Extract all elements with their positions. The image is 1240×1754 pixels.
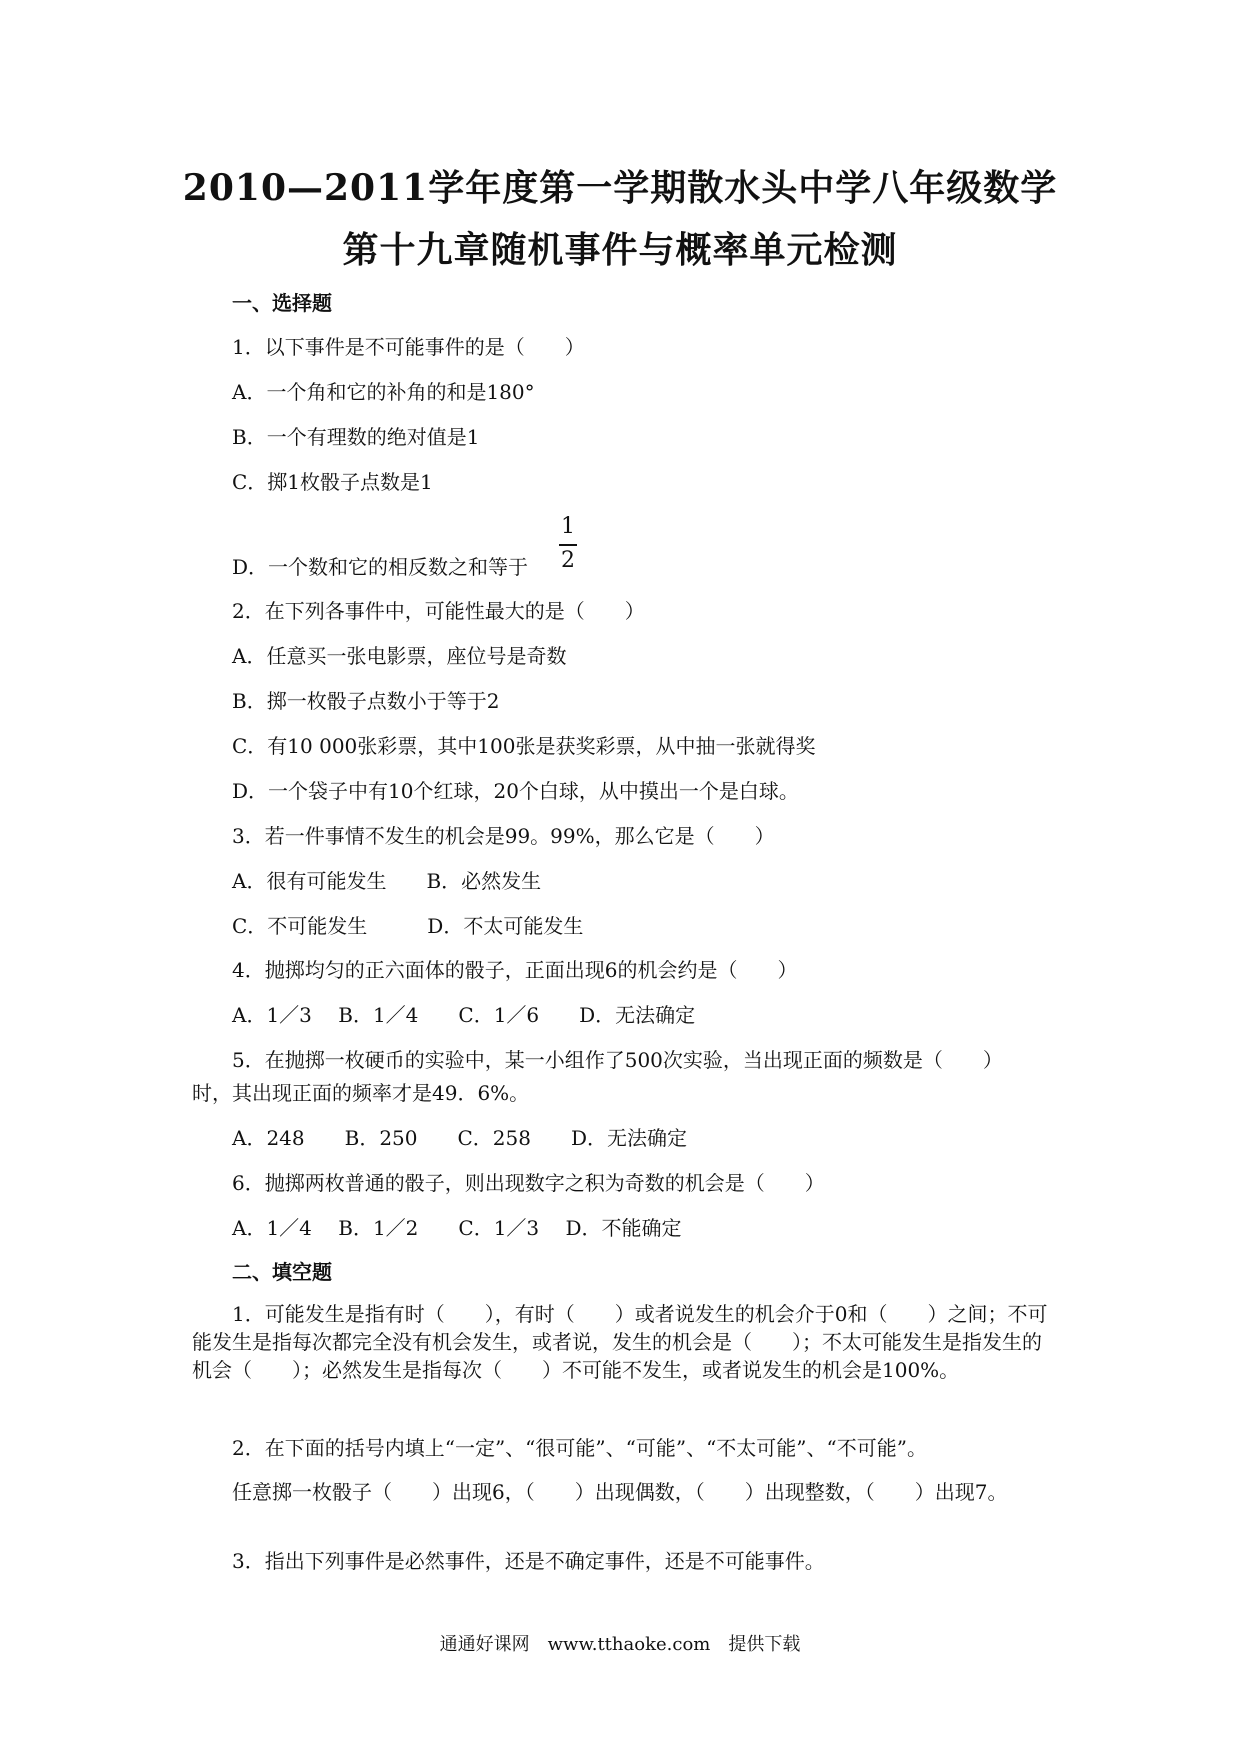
question-5-stem-line1: 5．在抛掷一枚硬币的实验中，某一小组作了500次实验，当出现正面的频数是（ ） (232, 1048, 1003, 1072)
question-2-option-a: A．任意买一张电影票，座位号是奇数 (232, 644, 567, 668)
question-4-options: A．1／3 B．1／4 C．1／6 D．无法确定 (232, 1003, 696, 1027)
section-heading-choice: 一、选择题 (232, 291, 332, 315)
question-3-stem: 3．若一件事情不发生的机会是99。99%，那么它是（ ） (232, 824, 775, 848)
section-heading-fill: 二、填空题 (232, 1260, 332, 1284)
document-title-line2: 第十九章随机事件与概率单元检测 (342, 229, 898, 271)
question-1-stem: 1．以下事件是不可能事件的是（ ） (232, 335, 585, 359)
page-footer: 通通好课网 www.tthaoke.com 提供下载 (439, 1634, 801, 1655)
document-title-line1: 2010—2011学年度第一学期散水头中学八年级数学 (182, 167, 1058, 209)
question-5-options: A．248 B．250 C．258 D．无法确定 (232, 1126, 687, 1150)
question-2-option-b: B．掷一枚骰子点数小于等于2 (232, 689, 500, 713)
question-1-option-b: B．一个有理数的绝对值是1 (232, 425, 480, 449)
question-2-option-d: D．一个袋子中有10个红球，20个白球，从中摸出一个是白球。 (232, 779, 799, 803)
question-3-options-row1: A．很有可能发生 B．必然发生 (232, 869, 542, 893)
question-5-stem-line2: 时，其出现正面的频率才是49．6%。 (192, 1081, 530, 1105)
question-2-option-c: C．有10 000张彩票，其中100张是获奖彩票，从中抽一张就得奖 (232, 734, 816, 758)
question-1-option-d: D．一个数和它的相反数之和等于 (232, 555, 529, 579)
question-6-options: A．1／4 B．1／2 C．1／3 D．不能确定 (232, 1216, 682, 1240)
question-1-option-a: A．一个角和它的补角的和是180° (232, 380, 535, 404)
question-4-stem: 4．抛掷均匀的正六面体的骰子，正面出现6的机会约是（ ） (232, 958, 798, 982)
question-2-stem: 2．在下列各事件中，可能性最大的是（ ） (232, 599, 645, 623)
question-3-options-row2: C．不可能发生 D．不太可能发生 (232, 914, 584, 938)
fraction-denominator: 2 (561, 548, 575, 573)
fill-question-1: 1．可能发生是指有时（ ），有时（ ）或者说发生的机会介于0和（ ）之间；不可能发生是指每次都完全没有机会发生，或者说，发生的机会是（ ）；不太可能发生是指发生的机会（ ）；必然发生是指每次（ ）不可能不发生，或者说发生的机会是100%。 (192, 1302, 1048, 1382)
question-6-stem: 6．抛掷两枚普通的骰子，则出现数字之积为奇数的机会是（ ） (232, 1171, 825, 1195)
question-1-option-c: C．掷1枚骰子点数是1 (232, 470, 433, 494)
fill-question-2-stem: 2．在下面的括号内填上“一定”、“很可能”、“可能”、“不太可能”、“不可能”。 (232, 1436, 927, 1460)
fill-question-3-stem: 3．指出下列事件是必然事件，还是不确定事件，还是不可能事件。 (232, 1549, 825, 1573)
fill-question-2-body: 任意掷一枚骰子（ ）出现6，（ ）出现偶数，（ ）出现整数，（ ）出现7。 (232, 1480, 1008, 1504)
fraction-numerator: 1 (561, 514, 575, 539)
fraction-bar (559, 544, 577, 546)
